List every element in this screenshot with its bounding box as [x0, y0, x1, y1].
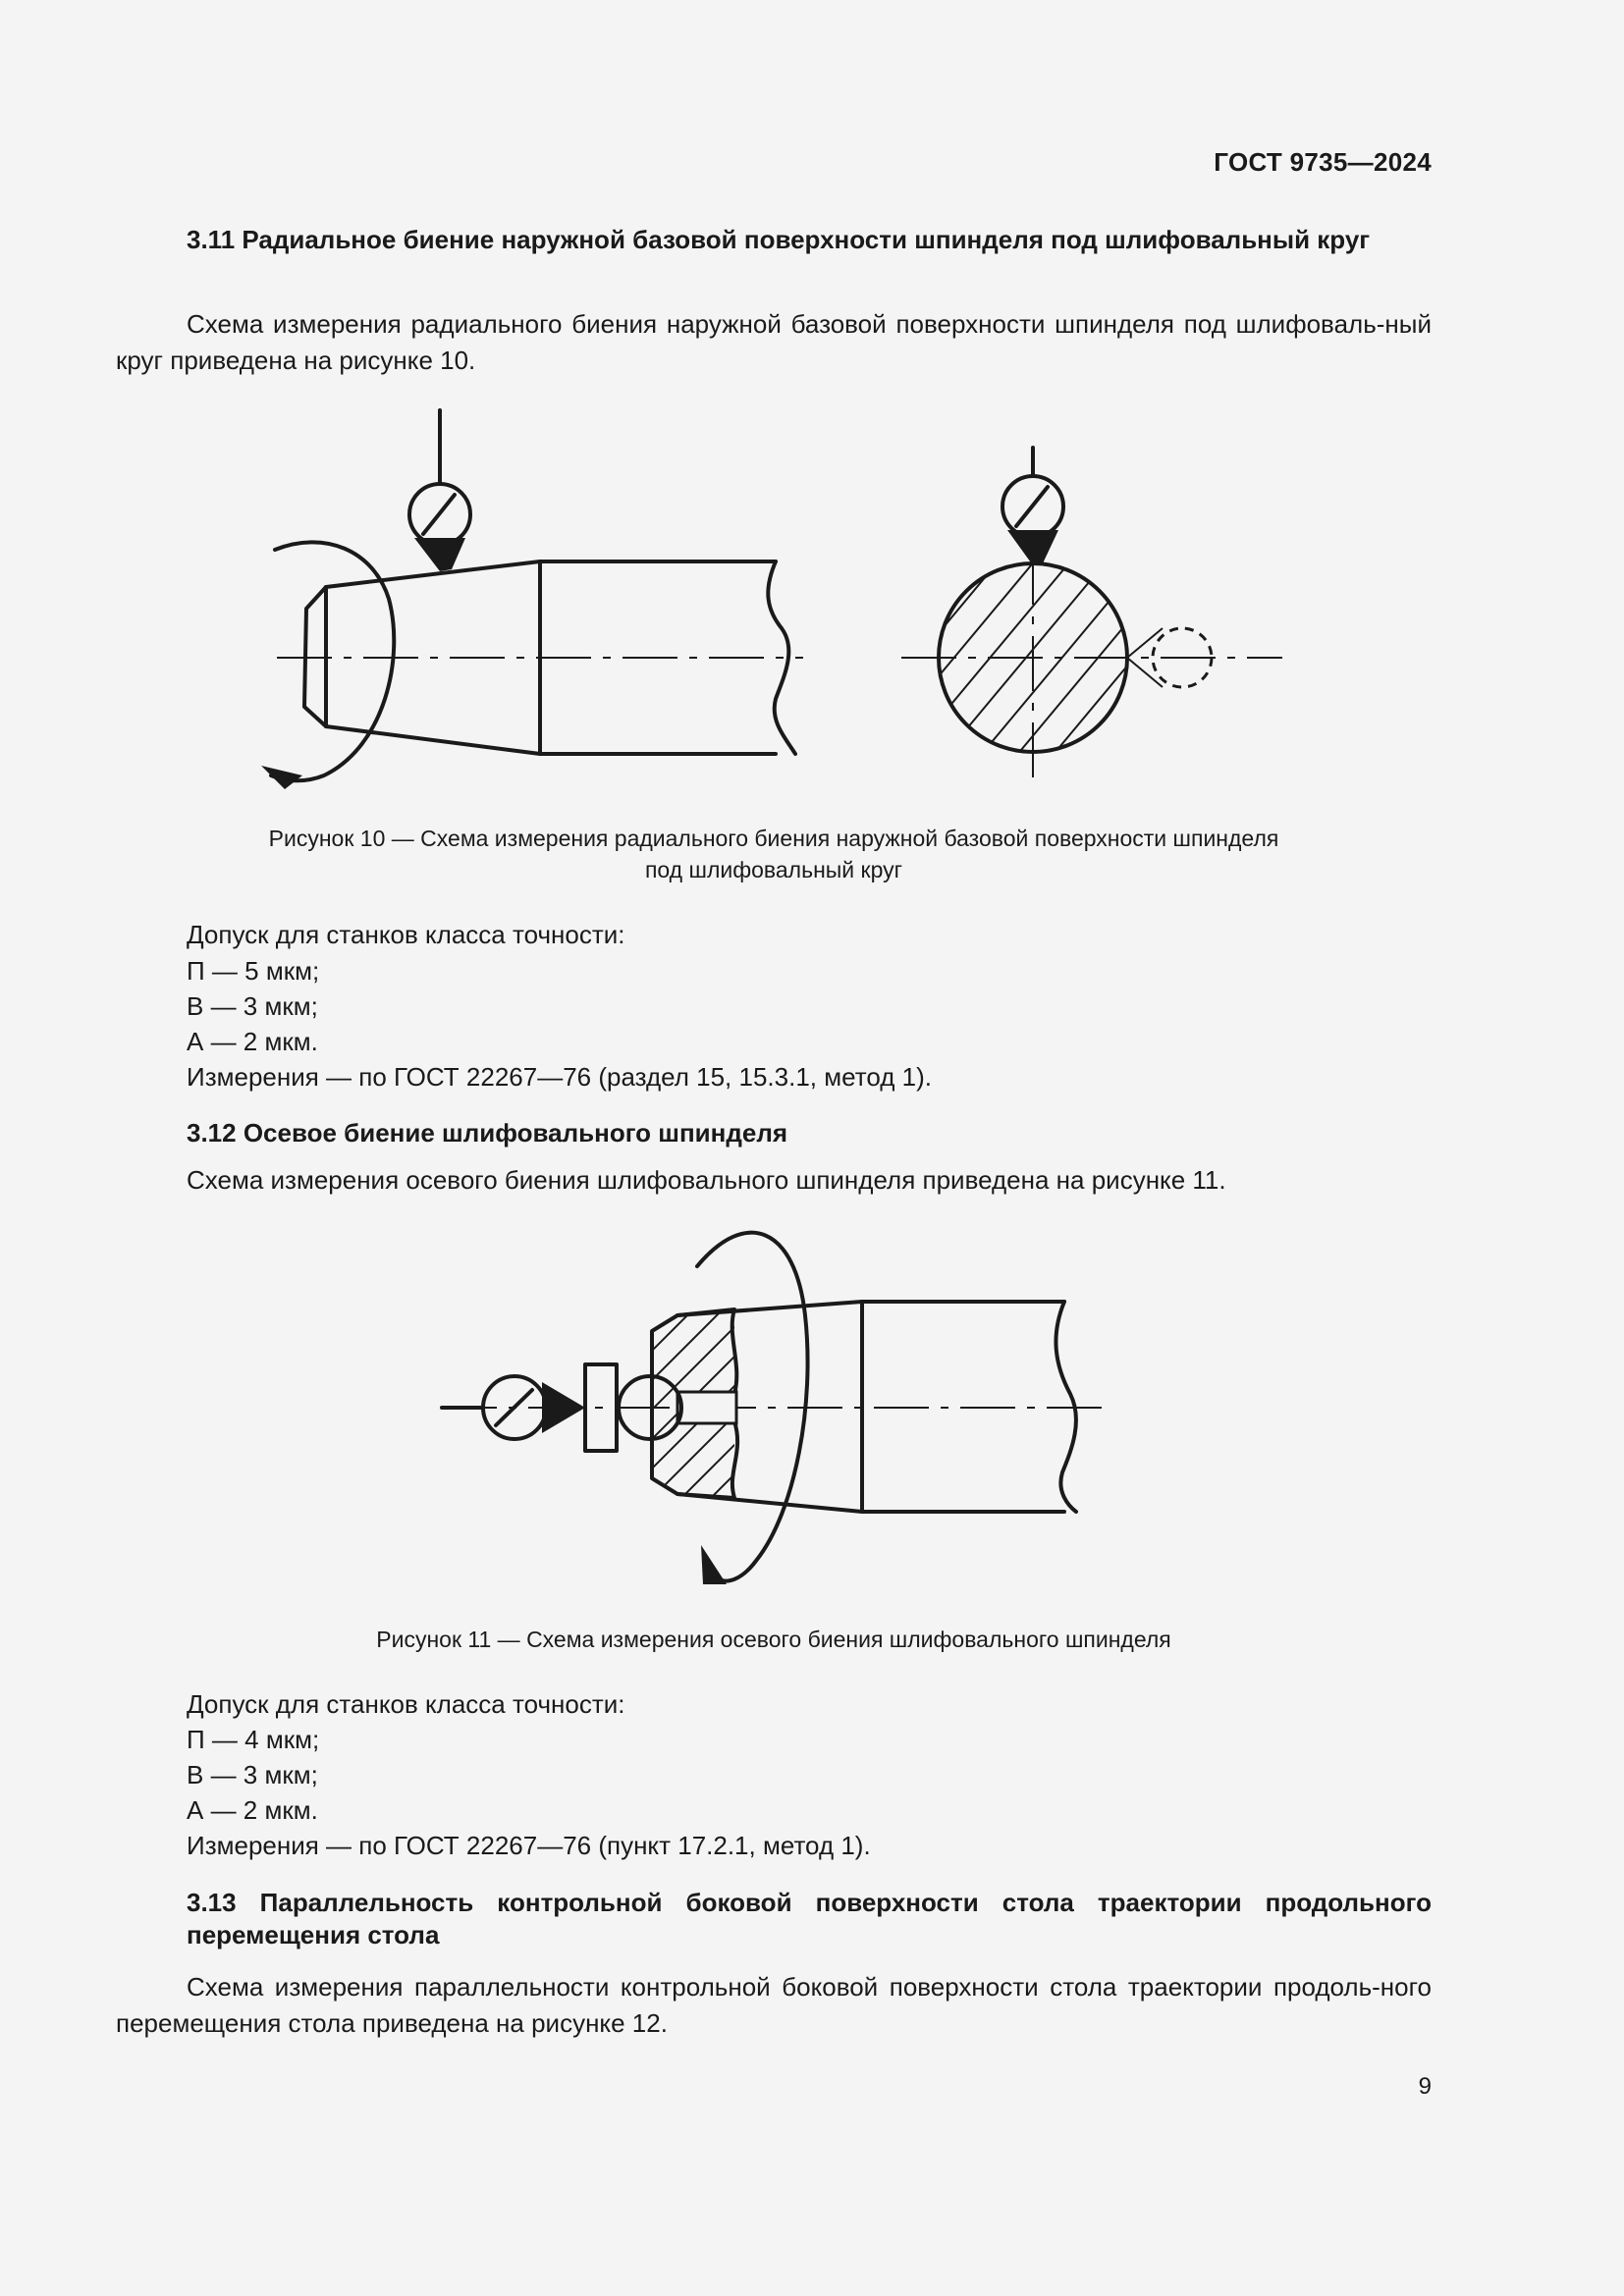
measurement-reference-3-12: Измерения — по ГОСТ 22267—76 (пункт 17.2.1, метод 1). [187, 1831, 871, 1860]
tolerance-title-3-11: Допуск для станков класса точности: [187, 920, 625, 949]
section-3-12-text: Схема измерения осевого биения шлифовального шпинделя приведена на рисунке 11. [187, 1165, 1226, 1195]
tolerance-item: В — 3 мкм; [187, 991, 318, 1021]
section-3-11-heading: 3.11 Радиальное биение наружной базовой поверхности шпинделя под шлифовальный круг [187, 225, 1371, 254]
section-3-11-text: Схема измерения радиального биения наружной базовой поверхности шпинделя под шлифоваль-ный круг приведена на рисунке 10. [116, 309, 1432, 375]
figure-10-caption-line-2: под шлифовальный круг [644, 857, 903, 882]
measurement-reference-3-11: Измерения — по ГОСТ 22267—76 (раздел 15, 15.3.1, метод 1). [187, 1062, 932, 1092]
tolerance-item: А — 2 мкм. [187, 1795, 318, 1825]
figure-10-caption-line-1: Рисунок 10 — Схема измерения радиального биения наружной базовой поверхности шпинделя [268, 826, 1279, 851]
standard-header: ГОСТ 9735—2024 [1214, 147, 1432, 177]
figure-11-caption: Рисунок 11 — Схема измерения осевого биения шлифовального шпинделя [376, 1627, 1171, 1652]
tolerance-item: В — 3 мкм; [187, 1760, 318, 1789]
tolerance-item: А — 2 мкм. [187, 1027, 318, 1056]
tolerance-item: П — 5 мкм; [187, 956, 320, 986]
section-3-13-text: Схема измерения параллельности контрольной боковой поверхности стола траектории продоль-ного перемещения стола приведена на рисунке 12. [116, 1972, 1432, 2038]
section-3-12-heading: 3.12 Осевое биение шлифовального шпинделя [187, 1118, 788, 1148]
page-number: 9 [1418, 2073, 1432, 2100]
section-3-13-heading: 3.13 Параллельность контрольной боковой поверхности стола траектории продольного перемещения стола [187, 1888, 1432, 1949]
tolerance-item: П — 4 мкм; [187, 1725, 320, 1754]
tolerance-title-3-12: Допуск для станков класса точности: [187, 1689, 625, 1719]
figure-11-spindle [442, 1188, 1110, 1620]
